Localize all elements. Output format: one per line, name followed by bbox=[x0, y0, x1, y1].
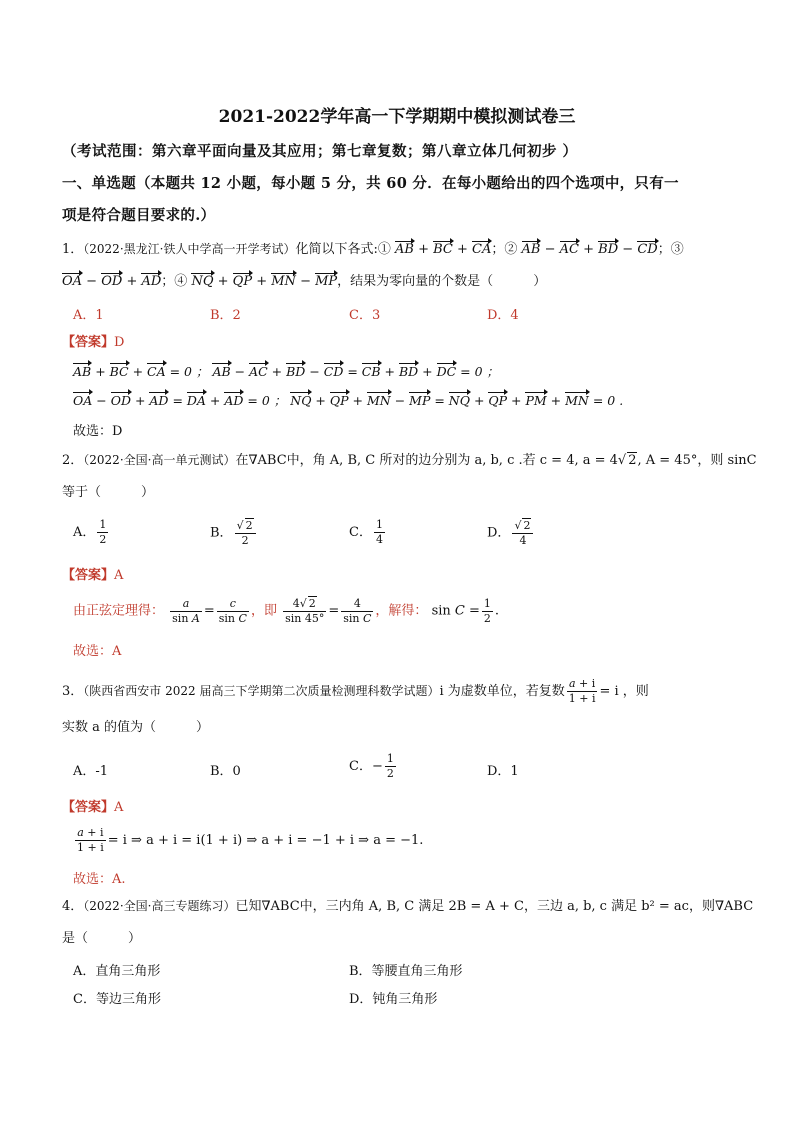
question-2-line2: 等于（ ） bbox=[62, 485, 155, 500]
question-2-line1: 2．（2022·全国·高一单元测试）在∇ABC中，角 A, B, C 所对的边分别为 a, b, c .若 c = 4, a = 4√ 2, A = 45°，则 sinC bbox=[62, 453, 757, 468]
question-4-line2: 是（ ） bbox=[62, 931, 142, 946]
q3-option-b: B．0 bbox=[210, 764, 241, 779]
q2-answer: 【答案】A bbox=[62, 568, 124, 583]
q1-option-a: A．1 bbox=[73, 308, 104, 323]
q2-option-d: D． $\frac{√ 2}{4}$ bbox=[487, 518, 535, 548]
q1-option-c: C．3 bbox=[349, 308, 381, 323]
q2-option-a: A． $\frac{1}{2}$ bbox=[73, 518, 107, 546]
exam-scope: （考试范围：第六章平面向量及其应用；第七章复数；第八章立体几何初步 ） bbox=[62, 143, 578, 160]
q4-option-b: B．等腰直角三角形 bbox=[349, 964, 463, 979]
page-title: 2021-2022学年高一下学期期中模拟测试卷三 bbox=[218, 107, 576, 127]
q1-solution-line2: OA − OD + AD = DA + AD = 0 ； NQ + QP + MN − MP = NQ + QP + PM + MN = 0 . bbox=[73, 393, 624, 408]
q2-option-b: B． $\frac{√ 2}{2}$ bbox=[210, 518, 258, 548]
q4-option-d: D．钝角三角形 bbox=[349, 992, 438, 1007]
question-1-line1: 1．（2022·黑龙江·铁人中学高一开学考试）化简以下各式:① AB + BC + CA；② AB − AC + BD − CD；③ bbox=[62, 242, 684, 257]
q1-conclusion: 故选：D bbox=[73, 424, 123, 439]
question-3-line1: 3．（陕西省西安市 2022 届高三下学期第二次质量检测理科数学试题）i 为虚数单位，若复数 $\frac{a + i}{1 + i}$ = i ，则 bbox=[62, 677, 649, 705]
q4-option-a: A．直角三角形 bbox=[73, 964, 161, 979]
q1-option-d: D．4 bbox=[487, 308, 519, 323]
q3-solution: $\frac{a + i}{1 + i}$ = i ⇒ a + i = i(1 + i) ⇒ a + i = −1 + i ⇒ a = −1. bbox=[77, 826, 424, 854]
q3-conclusion: 故选：A. bbox=[73, 872, 126, 887]
section-heading-line2: 项是符合题目要求的.） bbox=[62, 207, 216, 224]
q3-option-a: A．-1 bbox=[73, 764, 109, 779]
q3-option-c: C．− $\frac{1}{2}$ bbox=[349, 752, 394, 780]
q1-option-b: B．2 bbox=[210, 308, 241, 323]
question-1-line2: OA − OD + AD；④ NQ + QP + MN − MP，结果为零向量的个数是（ ） bbox=[62, 274, 547, 289]
question-4-line1: 4．（2022·全国·高三专题练习）已知∇ABC中，三内角 A, B, C 满足 2B = A + C，三边 a, b, c 满足 b² = ac，则∇ABC bbox=[62, 899, 754, 914]
q4-option-c: C．等边三角形 bbox=[73, 992, 161, 1007]
q1-solution-line1: AB + BC + CA = 0 ； AB − AC + BD − CD = CB + BD + DC = 0 ； bbox=[73, 364, 500, 379]
q2-solution: 由正弦定理得： $\frac{a}{\text{sin A}}$ = $\frac{c}{\text{sin C}}$ ，即 $\frac{4√ 2}{\sin 45^\circ}$ = $\frac{4}{\text{sin C}}$ ，解得： sin C = $\frac{1}{2}$ . bbox=[73, 596, 500, 625]
q3-answer: 【答案】A bbox=[62, 800, 124, 815]
q1-answer: 【答案】D bbox=[62, 335, 125, 350]
q2-conclusion: 故选：A bbox=[73, 644, 122, 659]
q3-option-d: D．1 bbox=[487, 764, 519, 779]
q2-option-c: C． $\frac{1}{4}$ bbox=[349, 518, 383, 546]
section-heading-line1: 一、单选题（本题共 12 小题，每小题 5 分，共 60 分．在每小题给出的四个选项中，只有一 bbox=[62, 175, 679, 192]
question-3-line2: 实数 a 的值为（ ） bbox=[62, 720, 210, 735]
